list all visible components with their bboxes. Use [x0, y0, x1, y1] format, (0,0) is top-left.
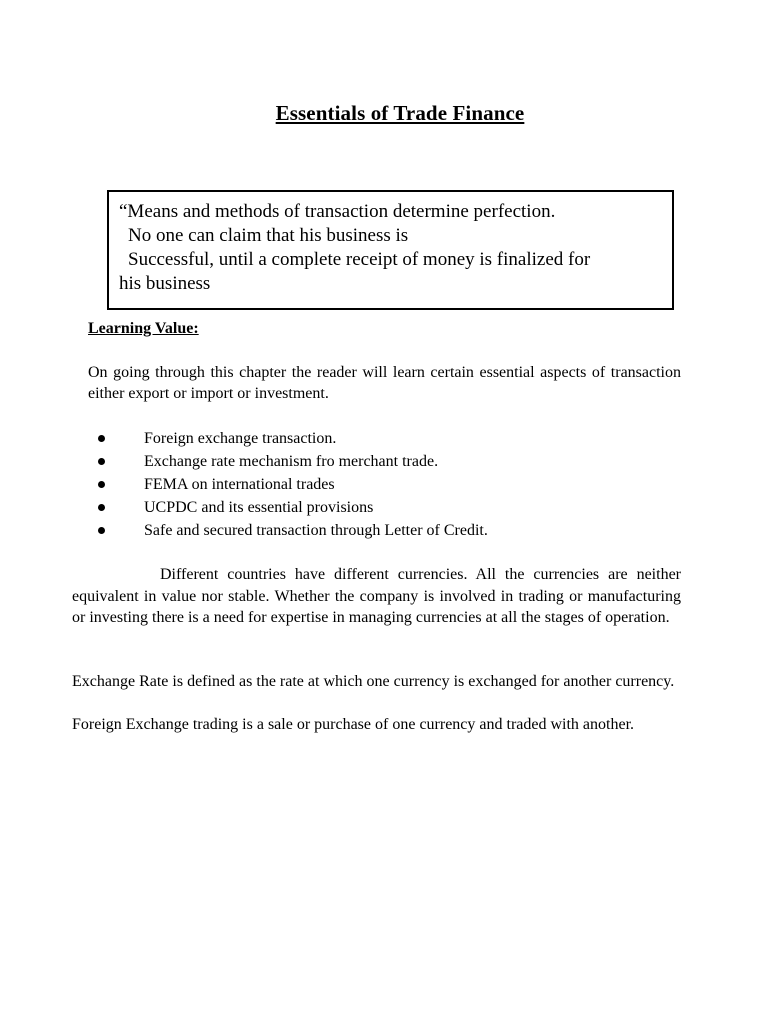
list-item	[88, 496, 688, 519]
list-item	[88, 427, 688, 450]
list-item	[88, 519, 688, 542]
bullet-icon	[98, 435, 105, 442]
body-paragraph: Exchange Rate is defined as the rate at which one currency is exchanged for another currency.	[72, 673, 675, 690]
quote-line: Successful, until a complete receipt of money is finalized for	[128, 249, 591, 270]
learning-value-list	[88, 427, 688, 542]
list-item-text: UCPDC and its essential provisions	[144, 499, 374, 516]
list-item-text: FEMA on international trades	[144, 476, 335, 493]
list-item-text: Exchange rate mechanism fro merchant trade.	[144, 453, 439, 470]
learning-value-intro: On going through this chapter the reader will learn certain essential aspects of transaction either export or import or investment.	[88, 364, 681, 402]
body-paragraph: Different countries have different currencies. All the currencies are neither equivalent in value nor stable. Whether the company is involved in trading or manufacturing or investing there is a need for expertise in managing currencies at all the stages of operation.	[72, 566, 681, 626]
bullet-icon	[98, 481, 105, 488]
learning-value-heading: Learning Value:	[88, 320, 199, 337]
bullet-icon	[98, 527, 105, 534]
list-item	[88, 473, 688, 496]
list-item-text: Safe and secured transaction through Letter of Credit.	[144, 522, 488, 539]
body-paragraph: Foreign Exchange trading is a sale or purchase of one currency and traded with another.	[72, 716, 635, 733]
page-title: Essentials of Trade Finance	[275, 101, 525, 125]
quote-line: his business	[119, 273, 211, 294]
list-item	[88, 450, 688, 473]
list-item-text: Foreign exchange transaction.	[144, 430, 337, 447]
bullet-icon	[98, 458, 105, 465]
quote-box	[107, 190, 674, 310]
quote-line: No one can claim that his business is	[128, 225, 409, 246]
quote-line: “Means and methods of transaction determine perfection.	[119, 201, 556, 222]
bullet-icon	[98, 504, 105, 511]
